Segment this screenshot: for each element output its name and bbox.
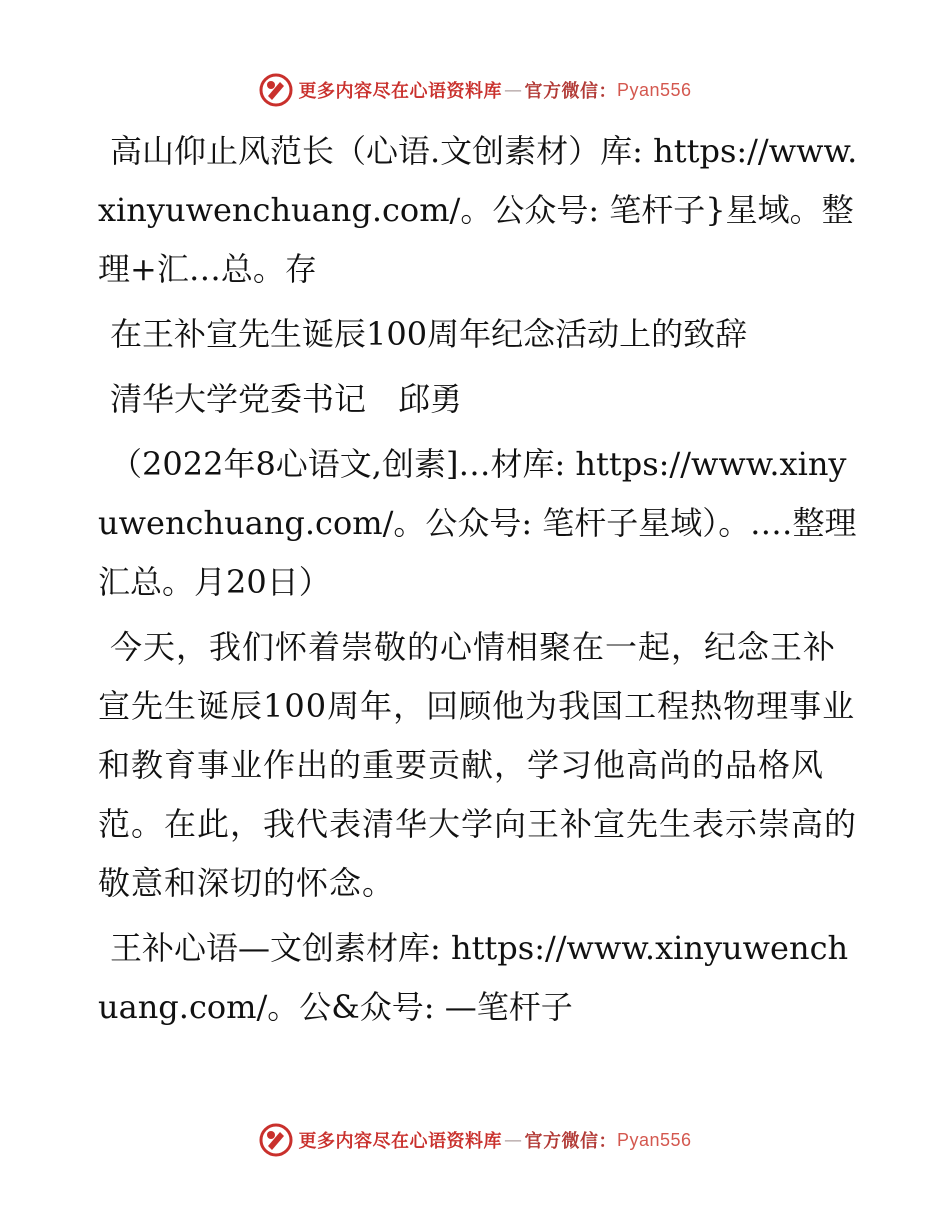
footer-banner	[0, 1120, 950, 1160]
banner-official-label: 官方微信：	[524, 81, 617, 102]
closing-line: 王补心语—文创素材库: https://www.xinyuwenchuang.com/。公&众号: —笔杆子	[98, 929, 849, 1026]
paragraph-title-line: 高山仰止风范长（心语.文创素材）库: https://www.xinyuwenchuang.com/。公众号: 笔杆子}星域。整理+汇…总。存	[98, 132, 858, 288]
document-body	[98, 122, 858, 1043]
banner-dash: —	[503, 1129, 523, 1151]
banner-dash: —	[503, 79, 523, 101]
xinyu-logo-icon	[258, 1122, 294, 1158]
banner-slogan: 更多内容尽在心语资料库	[298, 1131, 502, 1152]
date-line: （2022年8心语文,创素]…材库: https://www.xinyuwenchuang.com/。公众号: 笔杆子星域）。.…整理汇总。月20日）	[98, 445, 857, 601]
banner-slogan: 更多内容尽在心语资料库	[298, 81, 502, 102]
xinyu-logo-icon	[258, 72, 294, 108]
banner-wechat-id: Pyan556	[616, 1129, 692, 1150]
banner-official-label: 官方微信：	[524, 1131, 617, 1152]
header-banner	[0, 70, 950, 110]
body-paragraph: 今天，我们怀着崇敬的心情相聚在一起，纪念王补宣先生诞辰100周年，回顾他为我国工程热物理事业和教育事业作出的重要贡献，学习他高尚的品格风范。在此，我代表清华大学向王补宣先生表示崇高的敬意和深切的怀念。	[98, 628, 858, 902]
banner-wechat-id: Pyan556	[616, 79, 692, 100]
speaker-line: 清华大学党委书记 邱勇	[110, 380, 463, 418]
speech-title: 在王补宣先生诞辰100周年纪念活动上的致辞	[110, 315, 748, 353]
